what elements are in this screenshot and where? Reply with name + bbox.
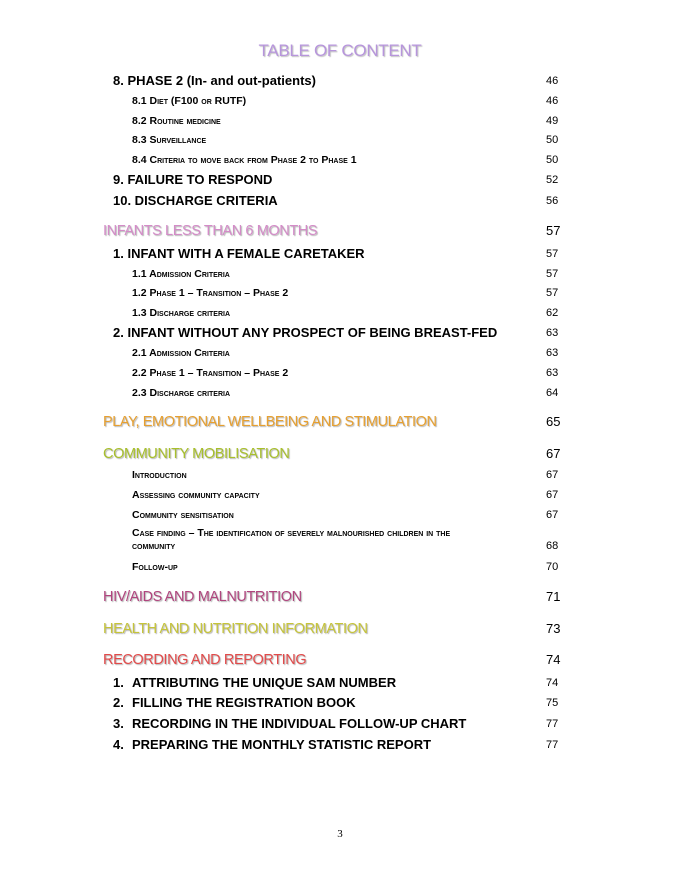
toc-entry-label: 1. INFANT WITH A FEMALE CARETAKER (113, 246, 365, 261)
toc-entry-page: 52 (546, 174, 559, 186)
toc-entry-number: 4. (113, 737, 124, 752)
toc-entry-recording[interactable] (0, 674, 680, 692)
toc-section-page: 73 (546, 621, 561, 636)
toc-entry-page: 50 (546, 134, 559, 146)
toc-entry-recording[interactable] (0, 694, 680, 712)
toc-section-hiv[interactable] (0, 586, 680, 608)
toc-entry-no-breastfeed[interactable] (0, 324, 680, 342)
toc-entry-recording[interactable] (0, 715, 680, 733)
toc-subentry[interactable] (0, 559, 680, 575)
toc-entry-label: Community sensitisation (132, 509, 234, 521)
toc-subentry[interactable] (0, 93, 680, 109)
toc-entry-page: 56 (546, 195, 559, 207)
toc-entry-label-line2: community (132, 540, 176, 552)
toc-subentry[interactable] (0, 305, 680, 321)
toc-subentry[interactable] (0, 365, 680, 381)
toc-entry-page: 49 (546, 115, 559, 127)
toc-subentry[interactable] (0, 152, 680, 168)
toc-entry-page: 57 (546, 268, 559, 280)
toc-section-play[interactable] (0, 411, 680, 433)
toc-section-page: 71 (546, 589, 561, 604)
toc-section-title: HIV/AIDS AND MALNUTRITION (103, 589, 302, 605)
toc-section-health[interactable] (0, 618, 680, 640)
toc-section-title: COMMUNITY MOBILISATION (103, 446, 290, 462)
toc-entry-label: 1.2 Phase 1 – Transition – Phase 2 (132, 287, 289, 299)
toc-section-infants[interactable] (0, 220, 680, 242)
toc-section-page: 65 (546, 414, 561, 429)
toc-entry-label: 2.1 Admission Criteria (132, 347, 230, 359)
toc-entry-page: 67 (546, 469, 559, 481)
toc-subentry[interactable] (0, 285, 680, 301)
toc-entry-label: 8.1 Diet (F100 or RUTF) (132, 95, 247, 107)
toc-entry-label: Follow-up (132, 561, 178, 573)
toc-entry-label-line1: Case finding – The identification of severely malnourished children in the (132, 527, 451, 539)
toc-entry-label: 2.3 Discharge criteria (132, 387, 231, 399)
toc-entry-label: PREPARING THE MONTHLY STATISTIC REPORT (132, 737, 432, 752)
toc-subentry[interactable] (0, 385, 680, 401)
toc-entry-label: 2. INFANT WITHOUT ANY PROSPECT OF BEING BREAST-FED (113, 325, 498, 340)
toc-section-title: PLAY, EMOTIONAL WELLBEING AND STIMULATION (103, 414, 437, 430)
toc-entry-label: Assessing community capacity (132, 489, 260, 501)
toc-entry-female-caretaker[interactable] (0, 245, 680, 263)
toc-entry-label: 8.2 Routine medicine (132, 115, 221, 127)
toc-entry-page: 63 (546, 347, 559, 359)
toc-entry-page: 57 (546, 287, 559, 299)
toc-entry-label: Introduction (132, 469, 187, 481)
toc-entry-page: 68 (546, 540, 559, 552)
toc-entry-label: ATTRIBUTING THE UNIQUE SAM NUMBER (132, 675, 397, 690)
toc-entry-label: 1.1 Admission Criteria (132, 268, 230, 280)
toc-entry-label: 8. PHASE 2 (In- and out-patients) (113, 73, 316, 88)
toc-entry-page: 74 (546, 677, 559, 689)
toc-entry-label: 2.2 Phase 1 – Transition – Phase 2 (132, 367, 289, 379)
toc-subentry[interactable] (0, 113, 680, 129)
toc-subentry[interactable] (0, 132, 680, 148)
toc-subentry[interactable] (0, 487, 680, 503)
toc-entry-discharge[interactable] (0, 192, 680, 210)
toc-entry-label: 9. FAILURE TO RESPOND (113, 172, 273, 187)
toc-entry-label: 8.3 Surveillance (132, 134, 207, 146)
toc-entry-number: 3. (113, 716, 124, 731)
toc-entry-recording[interactable] (0, 736, 680, 754)
toc-entry-label: RECORDING IN THE INDIVIDUAL FOLLOW-UP CHART (132, 716, 467, 731)
toc-entry-page: 63 (546, 327, 559, 339)
toc-section-community[interactable] (0, 443, 680, 465)
toc-title: TABLE OF CONTENT (258, 41, 422, 60)
toc-subentry[interactable] (0, 345, 680, 361)
toc-entry-label: 8.4 Criteria to move back from Phase 2 to Phase 1 (132, 154, 357, 166)
page-number: 3 (337, 828, 343, 840)
toc-section-title: HEALTH AND NUTRITION INFORMATION (103, 621, 368, 637)
toc-entry-page: 63 (546, 367, 559, 379)
toc-entry-page: 62 (546, 307, 559, 319)
toc-entry-label: 1.3 Discharge criteria (132, 307, 231, 319)
toc-subentry[interactable] (0, 467, 680, 483)
toc-entry-page: 57 (546, 248, 559, 260)
toc-section-recording[interactable] (0, 649, 680, 671)
toc-entry-label: FILLING THE REGISTRATION BOOK (132, 695, 356, 710)
toc-section-page: 57 (546, 223, 561, 238)
toc-subentry[interactable] (0, 507, 680, 523)
toc-entry-page: 70 (546, 561, 559, 573)
toc-entry-number: 1. (113, 675, 124, 690)
toc-entry-page: 50 (546, 154, 559, 166)
toc-entry-phase2[interactable] (0, 72, 680, 90)
toc-entry-page: 77 (546, 739, 559, 751)
toc-subentry-case-finding[interactable] (0, 527, 680, 555)
toc-entry-number: 2. (113, 695, 124, 710)
toc-entry-label: 10. DISCHARGE CRITERIA (113, 193, 278, 208)
toc-section-page: 74 (546, 652, 561, 667)
toc-subentry[interactable] (0, 266, 680, 282)
toc-section-page: 67 (546, 446, 561, 461)
toc-section-title: RECORDING AND REPORTING (103, 652, 307, 668)
toc-entry-page: 67 (546, 509, 559, 521)
toc-entry-page: 67 (546, 489, 559, 501)
toc-entry-page: 46 (546, 75, 559, 87)
toc-entry-failure[interactable] (0, 171, 680, 189)
toc-entry-page: 75 (546, 697, 559, 709)
toc-entry-page: 77 (546, 718, 559, 730)
toc-section-title: INFANTS LESS THAN 6 MONTHS (103, 223, 318, 239)
toc-entry-page: 64 (546, 387, 559, 399)
toc-entry-page: 46 (546, 95, 559, 107)
